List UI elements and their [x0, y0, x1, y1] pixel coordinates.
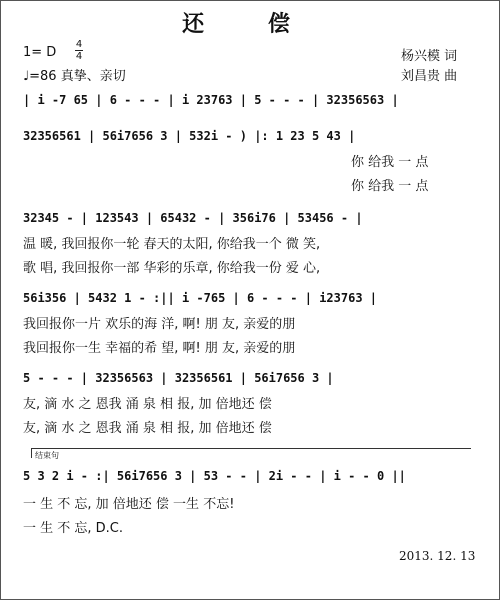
tempo-marking: ♩=86 真挚、亲切	[23, 69, 126, 84]
notation-row-5: 5 - - - | 32356563 | 32356561 | 56i7656 3 |	[23, 371, 334, 385]
notation-row-1: | i -7 65 | 6 - - - | i 23763 | 5 - - - | 32356563 |	[23, 93, 399, 107]
lyric-row-5-verse-1: 友, 滴 水 之 恩我 涌 泉 相 报, 加 倍地还 偿	[23, 397, 272, 412]
notation-row-4: 56i356 | 5432 1 - :|| i -765 | 6 - - - | i23763 |	[23, 291, 378, 305]
notation-row-2: 32356561 | 56i7656 3 | 532i - ) |: 1 23 5 43 |	[23, 129, 356, 143]
lyric-row-3-verse-2: 歌 唱, 我回报你一部 华彩的乐章, 你给我一份 爱 心,	[23, 261, 321, 276]
lyric-row-3-verse-1: 温 暖, 我回报你一轮 春天的太阳, 你给我一个 微 笑,	[23, 237, 321, 252]
notation-row-3: 32345 - | 123543 | 65432 - | 356i76 | 53456 - |	[23, 211, 363, 225]
lyric-row-6-verse-1: 一 生 不 忘, 加 倍地还 偿 一生 不忘!	[23, 497, 235, 512]
lyricist-credit: 杨兴模 词	[401, 49, 458, 64]
ending-bracket-line	[31, 448, 471, 449]
lyric-row-6-verse-2: 一 生 不 忘, D.C.	[23, 521, 124, 536]
lyric-row-2-verse-2: 你 给我 一 点	[351, 179, 429, 194]
time-signature	[75, 39, 83, 62]
composer-credit: 刘昌贵 曲	[401, 69, 458, 84]
composition-date: 2013. 12. 13	[399, 549, 476, 563]
song-title: 还 偿	[182, 12, 318, 37]
lyric-row-4-verse-1: 我回报你一片 欢乐的海 洋, 啊! 朋 友, 亲爱的朋	[23, 317, 296, 332]
notation-row-6: 5 3 2 i - :| 56i7656 3 | 53 - - | 2i - - | i - - 0 ||	[23, 469, 406, 483]
lyric-row-5-verse-2: 友, 滴 水 之 恩我 涌 泉 相 报, 加 倍地还 偿	[23, 421, 272, 436]
lyric-row-4-verse-2: 我回报你一生 幸福的希 望, 啊! 朋 友, 亲爱的朋	[23, 341, 296, 356]
ending-label: 结束句	[35, 451, 59, 460]
lyric-row-2-verse-1: 你 给我 一 点	[351, 155, 429, 170]
ending-bracket-hook	[31, 448, 32, 458]
key-signature: 1= D	[23, 45, 57, 60]
time-signature-top: 4	[75, 39, 83, 50]
time-signature-bottom: 4	[75, 51, 83, 62]
